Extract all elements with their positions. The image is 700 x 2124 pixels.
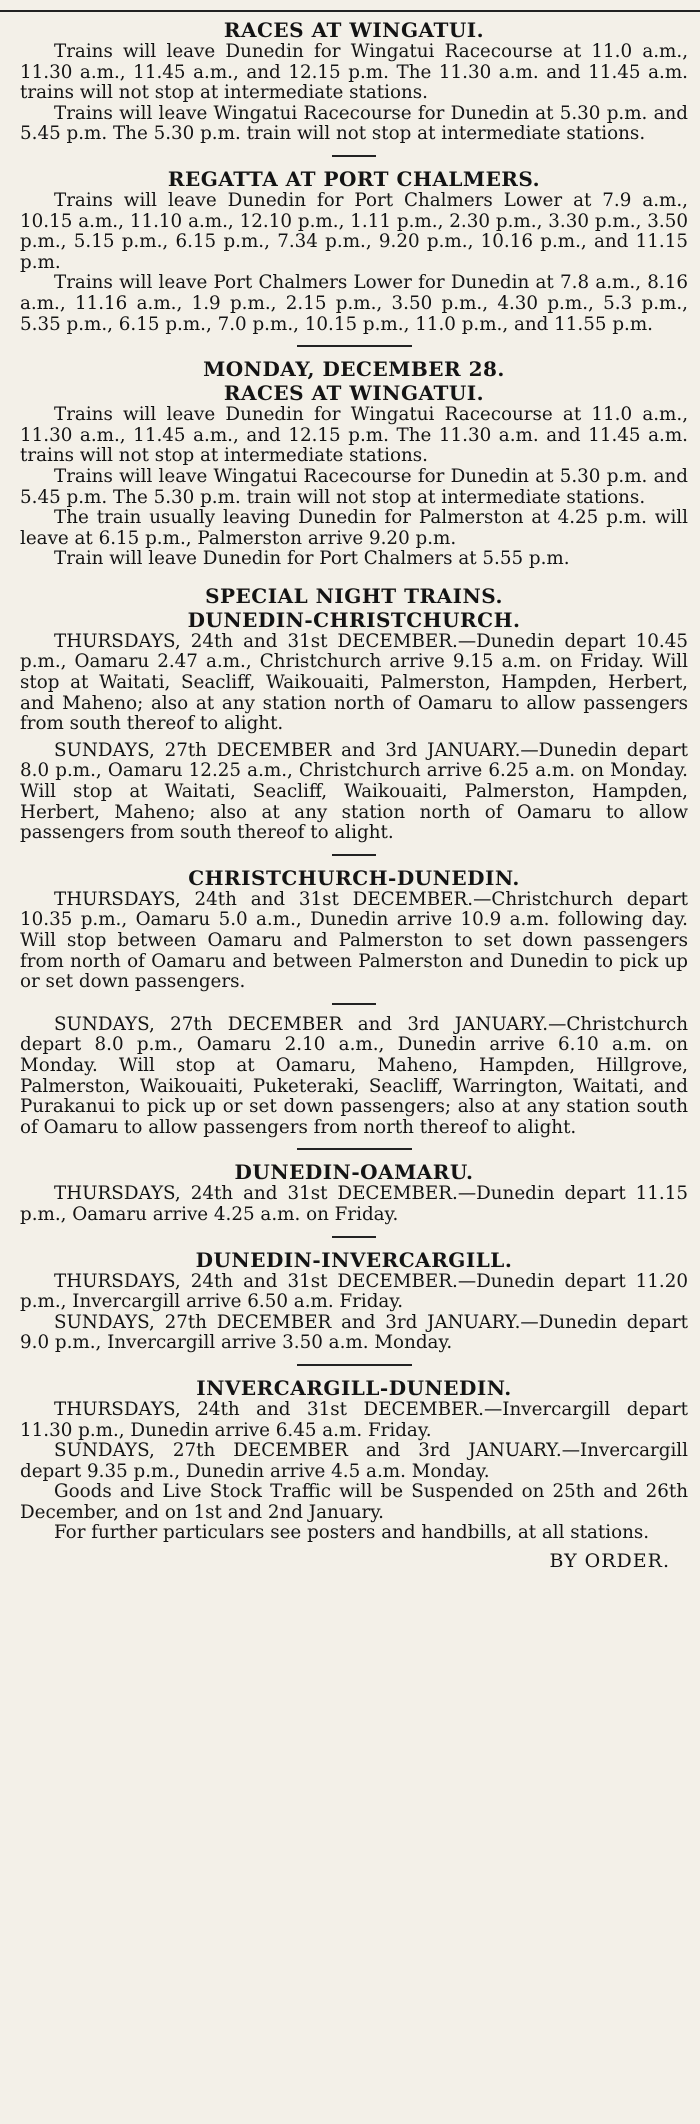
paragraph-body: —Invercargill depart 9.35 p.m., Dunedin arrive 4.5 a.m. Monday.	[20, 1440, 688, 1482]
divider-rule-long	[297, 1364, 412, 1366]
spacer	[20, 570, 688, 584]
divider-rule	[332, 854, 376, 856]
paragraph-heading: SUNDAYS, 27th DECEMBER and 3rd JANUARY.	[54, 1013, 549, 1035]
paragraph-body: —Dunedin depart 10.45 p.m., Oamaru 2.47 a.m., Christchurch arrive 9.15 a.m. on Friday. Will stop at Waitati, Seacliff, Waikouaiti, Palmerston, Hampden, Herbert, and Maheno; also at any station north of Oamaru to allow passengers from south thereof to alight.	[20, 630, 689, 735]
paragraph-chch-thursdays	[20, 890, 688, 993]
paragraph-body: —Christchurch depart 10.35 p.m., Oamaru 5.0 a.m., Dunedin arrive 10.9 a.m. following day. Will stop between Oamaru and Palmerston to set down passengers from north of Oamaru and between Palmerston and Dunedin to pick up or set down passengers.	[20, 888, 688, 993]
paragraph-heading: THURSDAYS, 24th and 31st DECEMBER.	[54, 1270, 458, 1292]
paragraph-goods-traffic: Goods and Live Stock Traffic will be Suspended on 25th and 26th December, and on 1st and 2nd January.	[20, 1481, 688, 1523]
paragraph-heading: THURSDAYS, 24th and 31st DECEMBER.	[54, 888, 474, 910]
paragraph-chch-sundays	[20, 1015, 688, 1139]
section-title-dunedin-oamaru: DUNEDIN-OAMARU.	[234, 1160, 474, 1185]
section-date-monday: MONDAY, DECEMBER 28.	[203, 357, 505, 382]
divider-rule-long	[297, 345, 412, 347]
paragraph-heading: SUNDAYS, 27th DECEMBER and 3rd JANUARY.	[54, 739, 521, 761]
divider-rule-long	[297, 1148, 412, 1150]
divider-rule	[332, 1236, 376, 1238]
paragraph-regatta-return: Trains will leave Port Chalmers Lower for Dunedin at 7.8 a.m., 8.16 a.m., 11.16 a.m., 1.9 p.m., 2.15 p.m., 3.50 p.m., 4.30 p.m., 5.3 p.m., 5.35 p.m., 6.15 p.m., 7.0 p.m., 10.15 p.m., 11.0 p.m., and 11.55 p.m.	[20, 272, 688, 335]
signature-by-order: BY ORDER.	[549, 1550, 670, 1573]
paragraph-inv-dun-thursdays	[20, 1400, 688, 1441]
paragraph-oamaru-thursdays	[20, 1184, 688, 1225]
paragraph-body: —Dunedin depart 9.0 p.m., Invercargill arrive 3.50 a.m. Monday.	[20, 1311, 688, 1354]
paragraph-races-depart: Trains will leave Dunedin for Wingatui Racecourse at 11.0 a.m., 11.30 a.m., 11.45 a.m., and 12.15 p.m. The 11.30 a.m. and 11.45 a.m. trains will not stop at intermediate stations.	[20, 41, 688, 104]
section-subtitle-dunedin-christchurch: DUNEDIN-CHRISTCHURCH.	[187, 607, 521, 632]
paragraph-monday-return: Trains will leave Wingatui Racecourse for Dunedin at 5.30 p.m. and 5.45 p.m. The 5.30 p.m. train will not stop at intermediate stations.	[20, 465, 688, 508]
paragraph-body: —Dunedin depart 11.15 p.m., Oamaru arrive 4.25 a.m. on Friday.	[20, 1183, 689, 1225]
paragraph-heading: THURSDAYS, 24th and 31st DECEMBER.	[54, 1183, 458, 1205]
paragraph-monday-palmerston: The train usually leaving Dunedin for Palmerston at 4.25 p.m. will leave at 6.15 p.m., Palmerston arrive 9.20 p.m.	[20, 507, 688, 549]
divider-rule	[332, 1003, 376, 1005]
paragraph-night-sundays	[20, 741, 688, 844]
paragraph-further-particulars: For further particulars see posters and handbills, at all stations.	[54, 1522, 650, 1544]
section-title-regatta: REGATTA AT PORT CHALMERS.	[167, 166, 541, 191]
paragraph-body: —Dunedin depart 8.0 p.m., Oamaru 12.25 a.m., Christchurch arrive 6.25 a.m. on Monday. Will stop at Waitati, Seacliff, Waikouaiti, Palmerston, Hampden, Herbert, Maheno; also at any station north of Oamaru to allow passengers from south thereof to alight.	[20, 739, 688, 844]
section-title-night-trains: SPECIAL NIGHT TRAINS.	[205, 583, 503, 608]
paragraph-inv-dun-sundays	[20, 1441, 688, 1482]
paragraph-night-thursdays	[20, 632, 688, 735]
paragraph-regatta-depart: Trains will leave Dunedin for Port Chalmers Lower at 7.9 a.m., 10.15 a.m., 11.10 a.m., 12.10 p.m., 1.11 p.m., 2.30 p.m., 3.30 p.m., 3.50 p.m., 5.15 p.m., 6.15 p.m., 7.34 p.m., 9.20 p.m., 10.16 p.m., and 11.15 p.m.	[20, 189, 688, 273]
paragraph-body: —Invercargill depart 11.30 p.m., Dunedin arrive 6.45 a.m. Friday.	[20, 1398, 688, 1441]
paragraph-monday-depart: Trains will leave Dunedin for Wingatui Racecourse at 11.0 a.m., 11.30 a.m., 11.45 a.m., and 12.15 p.m. The 11.30 a.m. and 11.45 a.m. trains will not stop at intermediate stations.	[20, 404, 688, 467]
section-title-races-wingatui: RACES AT WINGATUI.	[223, 18, 485, 42]
divider-rule	[332, 155, 376, 157]
paragraph-heading: SUNDAYS, 27th DECEMBER and 3rd JANUARY.	[54, 1311, 521, 1333]
paragraph-heading: THURSDAYS, 24th and 31st DECEMBER.	[54, 1398, 484, 1420]
paragraph-invercargill-sundays	[20, 1313, 688, 1354]
paragraph-invercargill-thursdays	[20, 1272, 688, 1313]
paragraph-heading: SUNDAYS, 27th DECEMBER and 3rd JANUARY.	[54, 1440, 562, 1462]
section-title-christchurch-dunedin: CHRISTCHURCH-DUNEDIN.	[188, 865, 520, 890]
section-title-races-wingatui-monday: RACES AT WINGATUI.	[223, 381, 485, 406]
section-title-dunedin-invercargill: DUNEDIN-INVERCARGILL.	[195, 1247, 513, 1272]
paragraph-body: —Christchurch depart 8.0 p.m., Oamaru 2.10 a.m., Dunedin arrive 6.10 a.m. on Monday. Will stop at Oamaru, Maheno, Hampden, Hillgrove, Palmerston, Waikouaiti, Puketeraki, Seacliff, Warrington, Waitati, and Purakanui to pick up or set down passengers; also at any station south of Oamaru to allow passengers from north thereof to alight.	[20, 1013, 688, 1138]
top-border-rule	[0, 0, 700, 12]
paragraph-heading: THURSDAYS, 24th and 31st DECEMBER.	[54, 630, 458, 652]
section-title-invercargill-dunedin: INVERCARGILL-DUNEDIN.	[196, 1375, 512, 1400]
paragraph-monday-port-chalmers: Train will leave Dunedin for Port Chalmers at 5.55 p.m.	[54, 548, 570, 570]
paragraph-body: —Dunedin depart 11.20 p.m., Invercargill arrive 6.50 a.m. Friday.	[20, 1270, 689, 1313]
paragraph-races-return: Trains will leave Wingatui Racecourse for Dunedin at 5.30 p.m. and 5.45 p.m. The 5.30 p.m. train will not stop at intermediate stations.	[20, 102, 688, 145]
